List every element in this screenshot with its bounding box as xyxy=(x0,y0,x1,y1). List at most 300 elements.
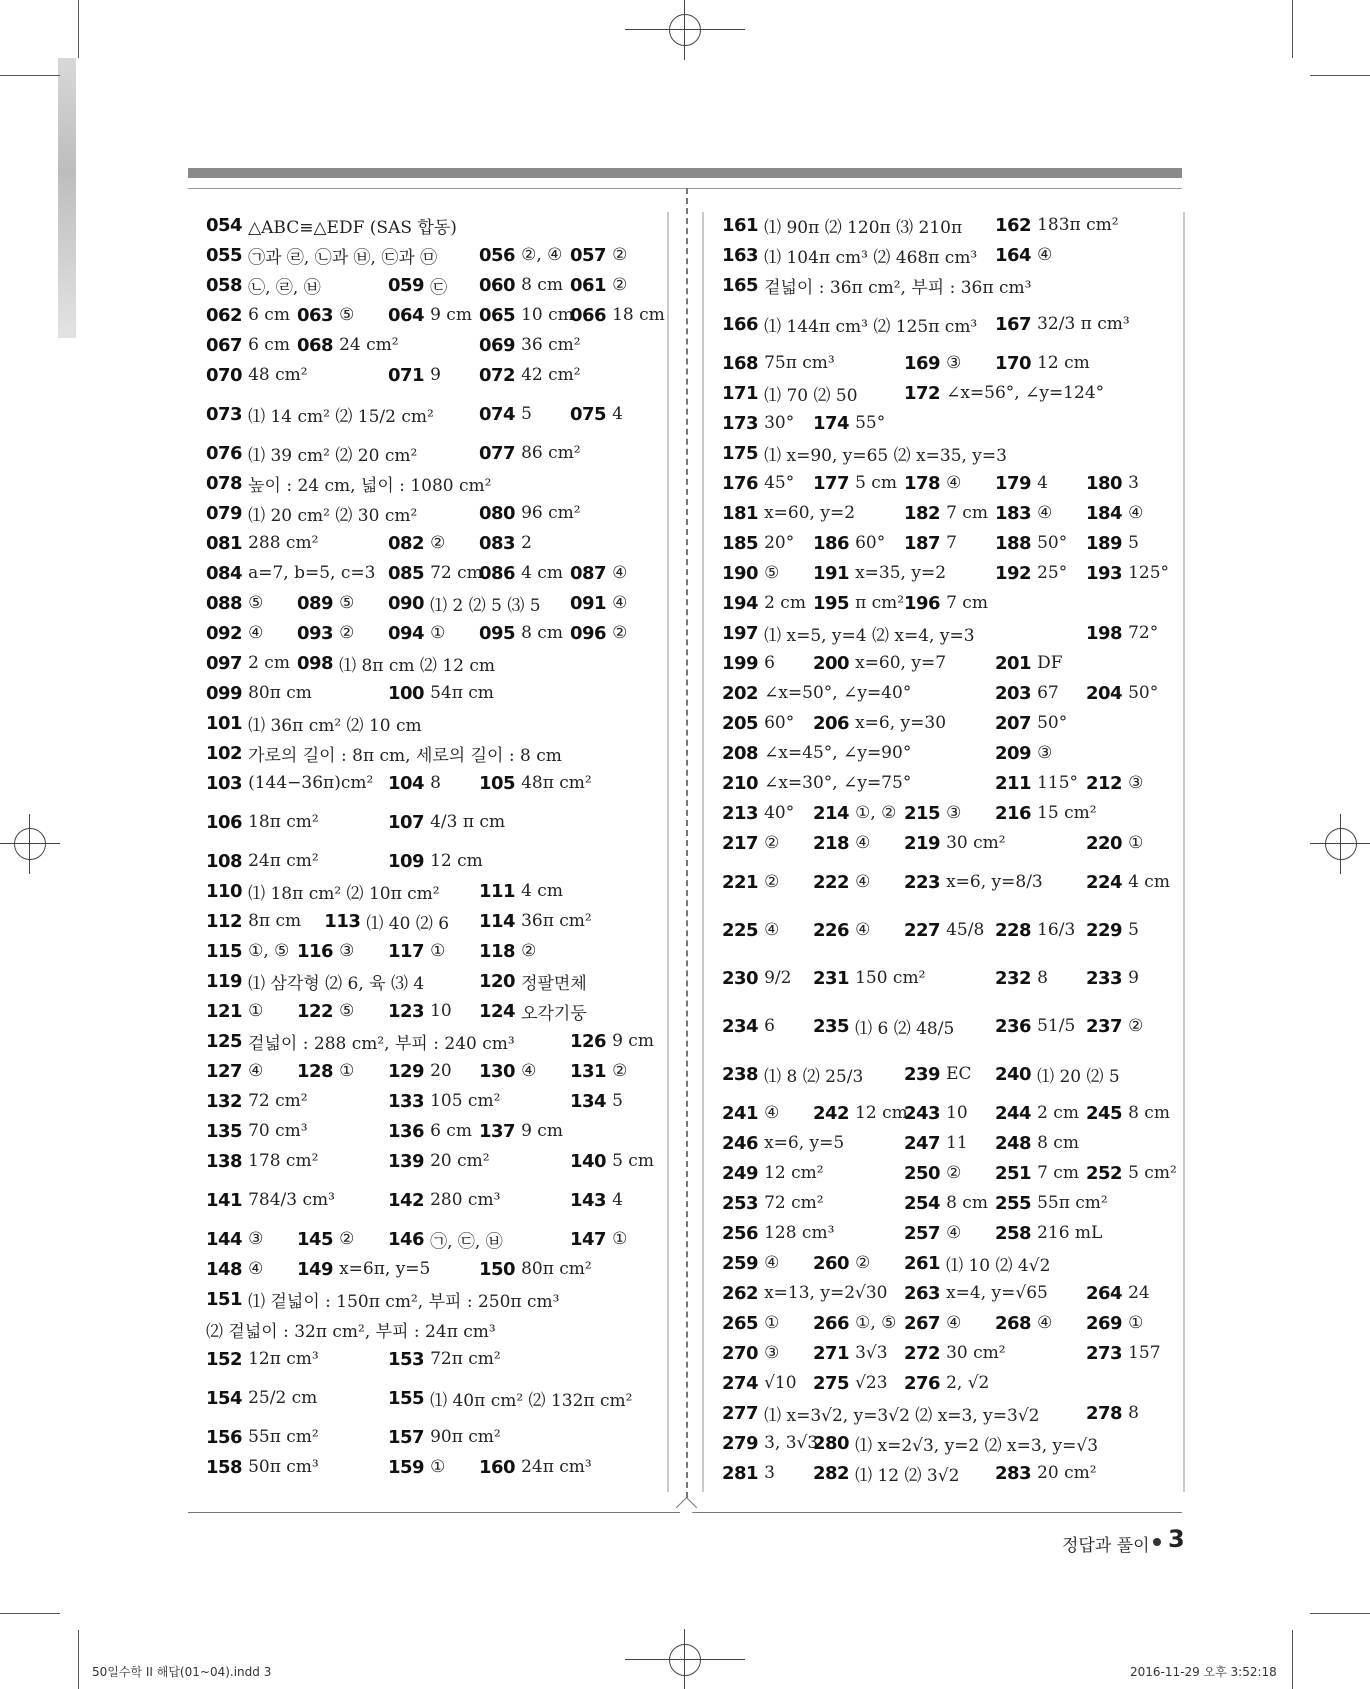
answer-text: 183π cm² xyxy=(1037,215,1119,235)
answer-text: ④ xyxy=(764,1253,780,1273)
answer-item xyxy=(206,708,422,738)
answer-item xyxy=(570,1176,623,1224)
answer-item xyxy=(995,1218,1102,1248)
answer-item xyxy=(479,966,587,996)
answer-item xyxy=(722,828,779,858)
answer-item xyxy=(479,996,587,1026)
answer-text: 8 cm xyxy=(1037,1133,1079,1153)
answer-text: 8π cm xyxy=(248,911,302,931)
answer-item xyxy=(813,1458,959,1488)
answer-item xyxy=(570,390,623,438)
problem-number: 125 xyxy=(206,1030,243,1052)
answer-item xyxy=(722,768,911,798)
problem-number: 059 xyxy=(388,274,425,296)
problem-number: 076 xyxy=(206,442,243,464)
answer-text: 12 cm xyxy=(1037,353,1090,373)
crop-mark xyxy=(78,1630,79,1689)
problem-number: 066 xyxy=(570,304,607,326)
answer-item xyxy=(722,1188,824,1218)
problem-number: 089 xyxy=(297,592,334,614)
problem-number: 130 xyxy=(479,1060,516,1082)
answer-item xyxy=(813,468,897,498)
answer-text: ① xyxy=(430,941,446,961)
answer-text: ∠x=45°, ∠y=90° xyxy=(764,743,912,763)
problem-number: 132 xyxy=(206,1090,243,1112)
answer-row xyxy=(722,954,1182,1002)
answer-item xyxy=(722,240,977,270)
problem-number: 208 xyxy=(722,742,759,764)
problem-number: 137 xyxy=(479,1120,516,1142)
problem-number: 082 xyxy=(388,532,425,554)
answer-text: ④ xyxy=(521,1061,537,1081)
answer-text: ② xyxy=(339,623,355,643)
answer-row xyxy=(722,828,1182,858)
answer-text: ④ xyxy=(248,623,264,643)
answer-item xyxy=(206,936,289,966)
answer-item xyxy=(722,1458,775,1488)
registration-mark-bottom xyxy=(625,1629,745,1689)
answer-text: 겉넓이 : 36π cm², 부피 : 36π cm³ xyxy=(764,277,1032,298)
answer-item xyxy=(904,1308,961,1338)
answer-text: 4/3 π cm xyxy=(430,812,506,832)
answer-text: ④ xyxy=(1037,1313,1053,1333)
problem-number: 230 xyxy=(722,967,759,989)
answer-item xyxy=(570,1224,627,1254)
answer-text: ② xyxy=(612,275,628,295)
problem-number: 072 xyxy=(479,364,516,386)
answer-item xyxy=(206,300,290,330)
answer-text: x=4, y=√65 xyxy=(946,1283,1048,1303)
problem-number: 185 xyxy=(722,532,759,554)
answer-item xyxy=(722,648,775,678)
problem-number: 232 xyxy=(995,967,1032,989)
problem-number: 104 xyxy=(388,772,425,794)
answer-row xyxy=(206,468,666,498)
problem-number: 224 xyxy=(1086,871,1123,893)
problem-number: 192 xyxy=(995,562,1032,584)
answer-text: 12π cm³ xyxy=(248,1349,319,1369)
answer-text: ④ xyxy=(1037,245,1053,265)
problem-number: 113 xyxy=(324,910,361,932)
answer-item xyxy=(813,1248,870,1278)
problem-number: 236 xyxy=(995,1015,1032,1037)
problem-number: 252 xyxy=(1086,1162,1123,1184)
answer-text: ② xyxy=(339,1229,355,1249)
answer-text: ⑴ 40 ⑵ 6 xyxy=(366,913,450,934)
problem-number: 273 xyxy=(1086,1342,1123,1364)
answer-item xyxy=(388,678,494,708)
answer-item xyxy=(206,798,319,846)
answer-text: ③ xyxy=(764,1343,780,1363)
answer-row xyxy=(722,618,1182,648)
answer-item xyxy=(388,1344,501,1374)
answer-item xyxy=(206,270,321,300)
problem-number: 108 xyxy=(206,850,243,872)
answer-item xyxy=(995,1050,1120,1098)
answer-text: ⑤ xyxy=(339,305,355,325)
answer-row xyxy=(722,588,1182,618)
problem-number: 166 xyxy=(722,313,759,335)
problem-number: 204 xyxy=(1086,682,1123,704)
problem-number: 075 xyxy=(570,403,607,425)
answer-text: ② xyxy=(1128,1016,1144,1036)
answer-item xyxy=(1086,828,1143,858)
problem-number: 069 xyxy=(479,334,516,356)
answer-text: 784/3 cm³ xyxy=(248,1190,335,1210)
answer-item xyxy=(904,1218,961,1248)
answer-text: ⑴ 12 ⑵ 3√2 xyxy=(855,1465,960,1486)
problem-number: 100 xyxy=(388,682,425,704)
answer-item xyxy=(570,618,627,648)
answer-item xyxy=(722,528,794,558)
answer-row xyxy=(722,768,1182,798)
answer-text: ⑴ x=90, y=65 ⑵ x=35, y=3 xyxy=(764,445,1007,466)
answer-item xyxy=(722,1368,797,1398)
answer-text: 18 cm xyxy=(612,305,665,325)
answer-row xyxy=(206,618,666,648)
crop-mark xyxy=(1292,0,1293,58)
answer-text: ⑴ 70 ⑵ 50 xyxy=(764,385,858,406)
answer-item xyxy=(388,270,447,300)
problem-number: 178 xyxy=(904,472,941,494)
answer-row xyxy=(722,1098,1182,1128)
answer-item xyxy=(995,1002,1075,1050)
answer-item xyxy=(206,678,312,708)
answer-text: ① xyxy=(1128,1313,1144,1333)
answer-item xyxy=(995,906,1075,954)
answer-text: 40° xyxy=(764,803,795,823)
answer-text: 30° xyxy=(764,413,795,433)
answer-item xyxy=(297,1254,430,1284)
answer-text: 72 cm² xyxy=(764,1193,824,1213)
footer-bullet-icon xyxy=(1153,1538,1161,1546)
answer-row xyxy=(206,996,666,1026)
problem-number: 201 xyxy=(995,652,1032,674)
answer-item xyxy=(297,1056,354,1086)
answer-text: 정팔면체 xyxy=(521,973,587,994)
answer-text: 157 xyxy=(1128,1343,1161,1363)
problem-number: 155 xyxy=(388,1387,425,1409)
answer-text: 178 cm² xyxy=(248,1151,319,1171)
problem-number: 251 xyxy=(995,1162,1032,1184)
problem-number: 168 xyxy=(722,352,759,374)
answer-text: ∠x=56°, ∠y=124° xyxy=(946,383,1105,403)
answer-text: 48π cm² xyxy=(521,773,592,793)
answer-item xyxy=(206,1422,319,1452)
answer-row xyxy=(206,300,666,330)
problem-number: 141 xyxy=(206,1189,243,1211)
crop-mark xyxy=(0,75,60,76)
answer-item xyxy=(206,1056,263,1086)
problem-number: 256 xyxy=(722,1222,759,1244)
answer-item xyxy=(722,498,855,528)
problem-number: 171 xyxy=(722,382,759,404)
answer-text: 높이 : 24 cm, 넓이 : 1080 cm² xyxy=(248,475,492,496)
answer-row xyxy=(722,498,1182,528)
answer-item xyxy=(479,936,536,966)
answer-row xyxy=(206,798,666,846)
answer-text: x=6, y=8/3 xyxy=(946,872,1043,892)
answer-text: 4 cm xyxy=(1128,872,1170,892)
answer-text: ⑴ 18π cm² ⑵ 10π cm² xyxy=(248,883,440,904)
answer-text: 288 cm² xyxy=(248,533,319,553)
answer-text: 90π cm² xyxy=(430,1427,501,1447)
problem-number: 172 xyxy=(904,382,941,404)
problem-number: 111 xyxy=(479,880,516,902)
problem-number: 159 xyxy=(388,1456,425,1478)
problem-number: 058 xyxy=(206,274,243,296)
answer-item xyxy=(297,618,354,648)
problem-number: 152 xyxy=(206,1348,243,1370)
problem-number: 054 xyxy=(206,214,243,236)
answer-text: 75π cm³ xyxy=(764,353,835,373)
answer-item xyxy=(722,738,911,768)
problem-number: 261 xyxy=(904,1252,941,1274)
answer-row xyxy=(722,1428,1182,1458)
problem-number: 196 xyxy=(904,592,941,614)
answer-row xyxy=(722,1158,1182,1188)
problem-number: 160 xyxy=(479,1456,516,1478)
problem-number: 143 xyxy=(570,1189,607,1211)
answer-text: x=60, y=2 xyxy=(764,503,856,523)
answer-text: 48 cm² xyxy=(248,365,308,385)
answer-item xyxy=(388,1224,503,1254)
problem-number: 121 xyxy=(206,1000,243,1022)
answer-item xyxy=(479,558,563,588)
answer-row xyxy=(722,648,1182,678)
problem-number: 094 xyxy=(388,622,425,644)
problem-number: 116 xyxy=(297,940,334,962)
answer-item xyxy=(1086,528,1139,558)
answer-text: 4 cm xyxy=(521,881,563,901)
answer-row xyxy=(722,1278,1182,1308)
problem-number: 221 xyxy=(722,871,759,893)
answer-text: √10 xyxy=(764,1373,797,1393)
problem-number: 279 xyxy=(722,1432,759,1454)
answer-item xyxy=(388,300,472,330)
answer-item xyxy=(570,1146,654,1176)
problem-number: 262 xyxy=(722,1282,759,1304)
answer-row xyxy=(206,240,666,270)
answer-row xyxy=(722,1248,1182,1278)
problem-number: 169 xyxy=(904,352,941,374)
answer-row xyxy=(206,360,666,390)
answer-item xyxy=(388,528,445,558)
answer-text: 25° xyxy=(1037,563,1068,583)
problem-number: 248 xyxy=(995,1132,1032,1154)
answer-item xyxy=(1086,1002,1143,1050)
answer-item xyxy=(813,798,896,828)
problem-number: 253 xyxy=(722,1192,759,1214)
answer-row xyxy=(206,768,666,798)
answer-row xyxy=(722,1128,1182,1158)
answer-item xyxy=(388,558,483,588)
problem-number: 197 xyxy=(722,622,759,644)
registration-mark-right xyxy=(1310,814,1370,874)
answer-item xyxy=(479,876,563,906)
answer-text: 50π cm³ xyxy=(248,1457,319,1477)
answer-text: ④ xyxy=(1128,503,1144,523)
answer-item xyxy=(813,588,904,618)
problem-number: 067 xyxy=(206,334,243,356)
problem-number: 149 xyxy=(297,1258,334,1280)
problem-number: 217 xyxy=(722,832,759,854)
problem-number: 212 xyxy=(1086,772,1123,794)
answer-item xyxy=(813,1428,1098,1458)
answer-item xyxy=(722,378,858,408)
problem-number: 164 xyxy=(995,244,1032,266)
answer-text: 3√3 xyxy=(855,1343,888,1363)
answer-row xyxy=(722,1050,1182,1098)
problem-number: 129 xyxy=(388,1060,425,1082)
answer-text: ④ xyxy=(855,833,871,853)
answer-text: 55° xyxy=(855,413,886,433)
answer-text: ⑤ xyxy=(764,563,780,583)
problem-number: 186 xyxy=(813,532,850,554)
problem-number: 277 xyxy=(722,1402,759,1424)
answer-text: 20 cm² xyxy=(1037,1463,1097,1483)
answer-item xyxy=(388,360,441,390)
problem-number: 055 xyxy=(206,244,243,266)
answer-text: π cm² xyxy=(855,593,905,613)
problem-number: 220 xyxy=(1086,832,1123,854)
problem-number: 198 xyxy=(1086,622,1123,644)
footer-label: 정답과 풀이 xyxy=(1062,1536,1150,1556)
problem-number: 074 xyxy=(479,403,516,425)
problem-number: 142 xyxy=(388,1189,425,1211)
answer-text: 3 xyxy=(1128,473,1139,493)
answer-text: ⑴ 20 cm² ⑵ 30 cm² xyxy=(248,505,418,526)
answer-text: ②, ④ xyxy=(521,245,563,265)
answer-text: 16/3 xyxy=(1037,920,1076,940)
answer-row xyxy=(722,348,1182,378)
answer-text: 4 xyxy=(612,404,623,424)
answer-row xyxy=(206,588,666,618)
answer-item xyxy=(722,348,835,378)
answer-text: ⑴ 40π cm² ⑵ 132π cm² xyxy=(430,1390,633,1411)
answer-row xyxy=(722,1002,1182,1050)
answer-item xyxy=(722,1218,834,1248)
answer-item xyxy=(722,558,779,588)
answer-item xyxy=(206,1284,559,1314)
problem-number: 154 xyxy=(206,1387,243,1409)
answer-item xyxy=(813,408,885,438)
answer-item xyxy=(206,1146,318,1176)
answer-text: ② xyxy=(430,533,446,553)
answer-row xyxy=(206,1116,666,1146)
answer-item xyxy=(388,798,505,846)
answer-text: (144−36π)cm² xyxy=(248,773,374,793)
answer-item xyxy=(388,618,445,648)
crop-mark xyxy=(1292,1630,1293,1689)
answer-item xyxy=(479,360,581,390)
problem-number: 263 xyxy=(904,1282,941,1304)
answer-item xyxy=(206,390,434,438)
answer-text: 8 xyxy=(430,773,441,793)
answer-item xyxy=(388,588,541,618)
answer-text: 216 mL xyxy=(1037,1223,1103,1243)
problem-number: 175 xyxy=(722,442,759,464)
answer-text: 8 cm xyxy=(946,1193,988,1213)
problem-number: 110 xyxy=(206,880,243,902)
answer-text: ④ xyxy=(764,1103,780,1123)
answer-item xyxy=(570,270,627,300)
answer-item xyxy=(1086,498,1143,528)
answer-row xyxy=(206,1452,666,1482)
answer-text: 9 cm xyxy=(612,1031,654,1051)
answer-text: 80π cm² xyxy=(521,1259,592,1279)
problem-number: 225 xyxy=(722,919,759,941)
answer-item xyxy=(206,528,318,558)
problem-number: 167 xyxy=(995,313,1032,335)
answer-text: ㉠과 ㉣, ㉡과 ㉥, ㉢과 ㉤ xyxy=(248,247,438,268)
answer-item xyxy=(904,906,984,954)
problem-number: 140 xyxy=(570,1150,607,1172)
answer-text: ② xyxy=(612,623,628,643)
answer-row xyxy=(206,1284,666,1314)
problem-number: 247 xyxy=(904,1132,941,1154)
problem-number: 109 xyxy=(388,850,425,872)
answer-text: x=6, y=30 xyxy=(855,713,947,733)
answer-row xyxy=(722,1398,1182,1428)
problem-number: 195 xyxy=(813,592,850,614)
answer-text: 6 xyxy=(764,653,775,673)
problem-number: 162 xyxy=(995,214,1032,236)
answer-row xyxy=(722,858,1182,906)
problem-number: 254 xyxy=(904,1192,941,1214)
answer-text: 9 xyxy=(1128,968,1139,988)
problem-number: 250 xyxy=(904,1162,941,1184)
problem-number: 209 xyxy=(995,742,1032,764)
answer-text: 2 xyxy=(521,533,532,553)
problem-number: 216 xyxy=(995,802,1032,824)
answer-text: 105 cm² xyxy=(430,1091,501,1111)
answer-text: ⑴ 6 ⑵ 48/5 xyxy=(855,1018,955,1039)
answer-item xyxy=(722,1398,1039,1428)
answer-item xyxy=(813,1002,954,1050)
answer-text: ∠x=30°, ∠y=75° xyxy=(764,773,912,793)
answer-text: ⑴ x=2√3, y=2 ⑵ x=3, y=√3 xyxy=(855,1435,1099,1456)
answer-item xyxy=(388,1176,500,1224)
answer-item xyxy=(722,618,975,648)
answer-text: 150 cm² xyxy=(855,968,926,988)
answer-row xyxy=(206,210,666,240)
answer-item xyxy=(206,846,319,876)
answer-item xyxy=(570,1056,627,1086)
answer-row xyxy=(206,708,666,738)
answer-item xyxy=(995,240,1052,270)
answer-text: 72° xyxy=(1128,623,1159,643)
answer-text: ④ xyxy=(248,1259,264,1279)
problem-number: 123 xyxy=(388,1000,425,1022)
answer-item xyxy=(297,936,354,966)
problem-number: 077 xyxy=(479,442,516,464)
answer-item xyxy=(479,618,563,648)
slug-date: 2016-11-29 오후 3:52:18 xyxy=(1130,1665,1277,1679)
problem-number: 223 xyxy=(904,871,941,893)
answer-text: 25/2 cm xyxy=(248,1388,318,1408)
problem-number: 268 xyxy=(995,1312,1032,1334)
answer-text: 24 cm² xyxy=(339,335,399,355)
answer-item xyxy=(297,330,399,360)
answer-text: 30 cm² xyxy=(946,833,1006,853)
answer-text: 15 cm² xyxy=(1037,803,1097,823)
answer-item xyxy=(904,1098,968,1128)
answer-text: x=6, y=5 xyxy=(764,1133,845,1153)
answer-item xyxy=(904,1050,972,1098)
answer-text: 10 xyxy=(946,1103,968,1123)
answer-text: 50° xyxy=(1037,533,1068,553)
